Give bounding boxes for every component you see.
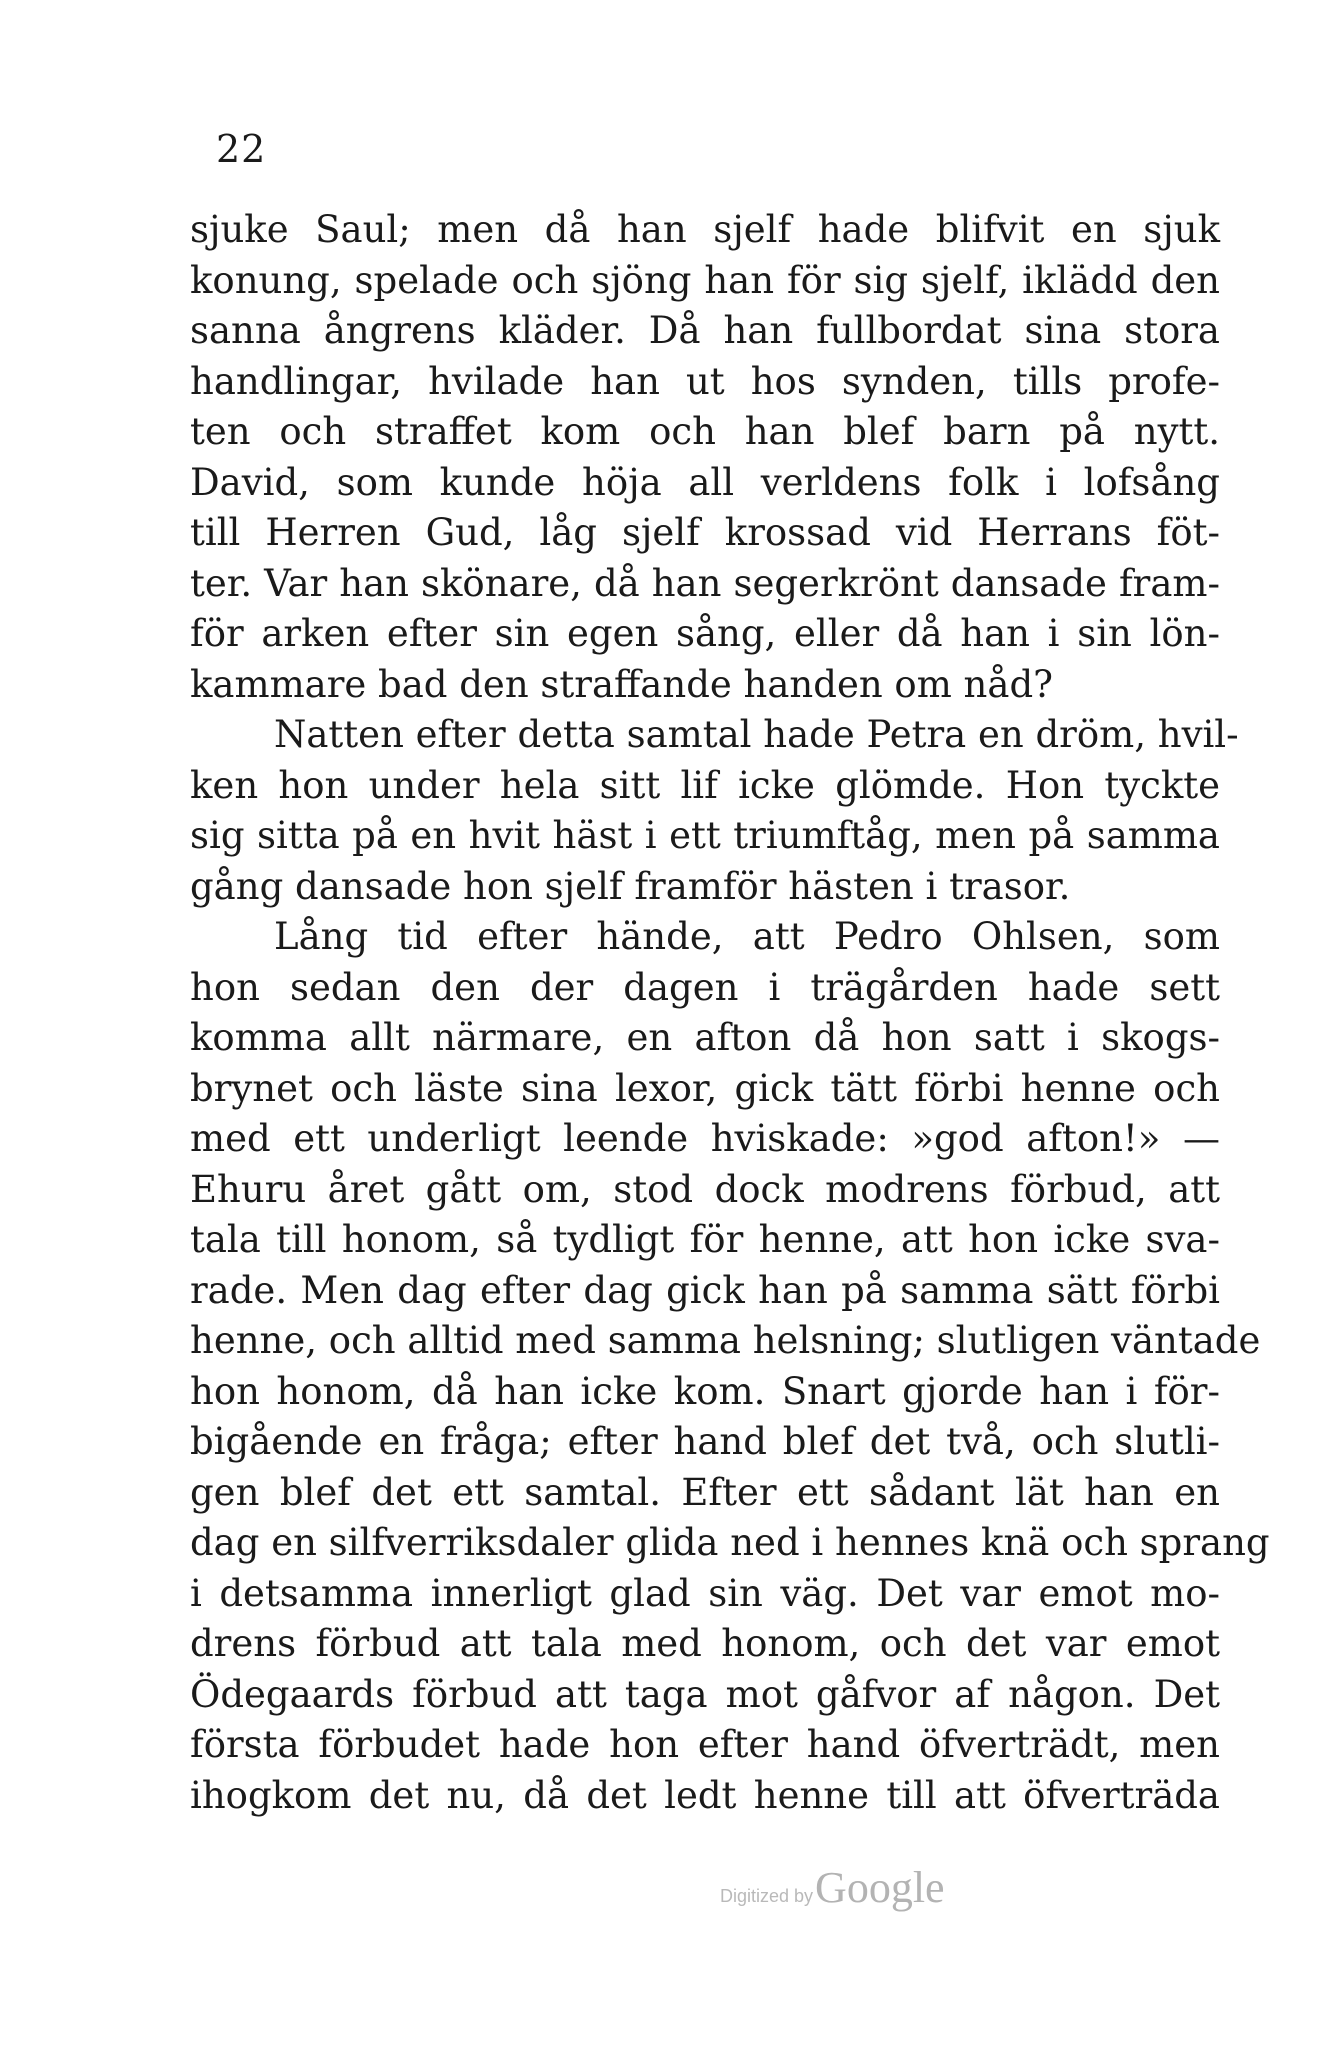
text-line: Natten efter detta samtal hade Petra en dröm, hvil- bbox=[274, 713, 1239, 756]
text-line: i detsamma innerligt glad sin väg. Det var emot mo- bbox=[190, 1571, 1220, 1615]
text-line: handlingar, hvilade han ut hos synden, tills profe- bbox=[190, 359, 1220, 403]
text-line: gång dansade hon sjelf framför hästen i trasor. bbox=[190, 864, 1071, 908]
text-line: Lång tid efter hände, att Pedro Ohlsen, som bbox=[274, 915, 1220, 958]
text-line: henne, och alltid med samma helsning; slutligen väntade bbox=[190, 1319, 1261, 1362]
text-line: ten och straffet kom och han blef barn på nytt. bbox=[190, 410, 1220, 453]
text-line: ihogkom det nu, då det ledt henne till att öfverträda bbox=[190, 1773, 1220, 1817]
text-line: komma allt närmare, en afton då hon satt i skogs- bbox=[190, 1016, 1220, 1059]
text-line: ter. Var han skönare, då han segerkrönt dansade fram- bbox=[190, 561, 1220, 605]
text-line: till Herren Gud, låg sjelf krossad vid Herrans föt- bbox=[190, 511, 1220, 554]
text-line: drens förbud att tala med honom, och det var emot bbox=[190, 1622, 1220, 1665]
text-line: ken hon under hela sitt lif icke glömde. Hon tyckte bbox=[190, 763, 1220, 807]
page-number: 22 bbox=[216, 127, 267, 171]
text-line: kammare bad den straffande handen om nåd? bbox=[190, 662, 1053, 706]
text-line: sig sitta på en hvit häst i ett triumftåg, men på samma bbox=[190, 814, 1220, 857]
text-line: bigående en fråga; efter hand blef det två, och slutli- bbox=[190, 1420, 1220, 1463]
text-line: tala till honom, så tydligt för henne, att hon icke sva- bbox=[190, 1218, 1220, 1261]
text-line: Ehuru året gått om, stod dock modrens förbud, att bbox=[190, 1167, 1220, 1211]
text-line: hon honom, då han icke kom. Snart gjorde han i för- bbox=[190, 1369, 1220, 1413]
text-line: rade. Men dag efter dag gick han på samma sätt förbi bbox=[190, 1268, 1220, 1312]
text-line: brynet och läste sina lexor, gick tätt förbi henne och bbox=[190, 1066, 1220, 1110]
text-line: dag en silfverriksdaler glida ned i hennes knä och sprang bbox=[190, 1521, 1270, 1564]
text-line: David, som kunde höja all verldens folk i lofsång bbox=[190, 460, 1220, 504]
text-line: Ödegaards förbud att taga mot gåfvor af någon. Det bbox=[190, 1672, 1220, 1716]
text-line: sjuke Saul; men då han sjelf hade blifvit en sjuk bbox=[190, 208, 1220, 251]
text-line: första förbudet hade hon efter hand öfverträdt, men bbox=[190, 1723, 1220, 1766]
google-logo: Google bbox=[815, 1863, 945, 1912]
text-line: för arken efter sin egen sång, eller då han i sin lön- bbox=[190, 612, 1220, 655]
text-line: konung, spelade och sjöng han för sig sjelf, iklädd den bbox=[190, 258, 1220, 302]
text-line: med ett underligt leende hviskade: »god afton!» — bbox=[190, 1117, 1220, 1160]
digitized-by-google-watermark bbox=[720, 1862, 945, 1913]
watermark-prefix: Digitized by bbox=[720, 1886, 814, 1906]
text-line: sanna ångrens kläder. Då han fullbordat sina stora bbox=[190, 309, 1220, 352]
text-line: hon sedan den der dagen i trägården hade sett bbox=[190, 965, 1220, 1009]
text-line: gen blef det ett samtal. Efter ett sådant lät han en bbox=[190, 1470, 1220, 1514]
body-text bbox=[190, 205, 1270, 1821]
